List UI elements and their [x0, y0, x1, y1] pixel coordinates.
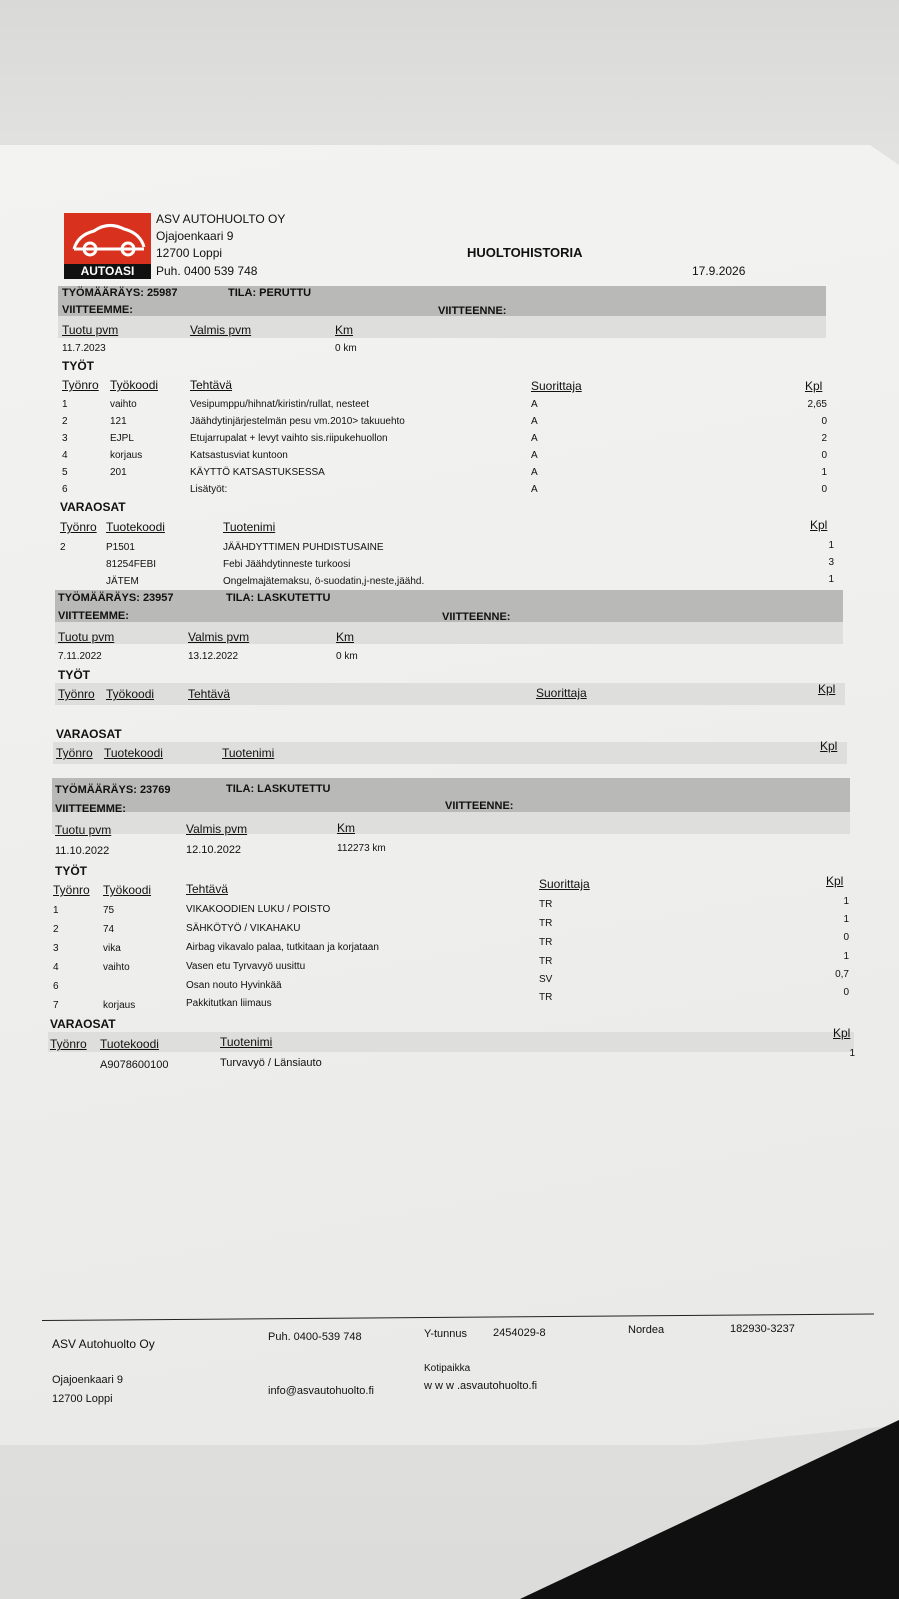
tuotekoodi-header: Tuotekoodi — [100, 1037, 159, 1051]
suorittaja-header: Suorittaja — [531, 379, 582, 393]
tuotenimi-header: Tuotenimi — [223, 520, 276, 534]
order-dates-band — [52, 812, 850, 834]
tyonro-header: Työnro — [56, 746, 93, 760]
footer-phone: Puh. 0400-539 748 — [268, 1331, 362, 1343]
document-date: 17.9.2026 — [692, 264, 746, 278]
work-nro: 2 — [53, 924, 59, 935]
tuotekoodi-header: Tuotekoodi — [106, 520, 165, 534]
km-value: 112273 km — [337, 843, 386, 854]
work-performer: TR — [539, 937, 553, 948]
part-name: Ongelmajätemaksu, ö-suodatin,j-neste,jäähd. — [223, 576, 425, 587]
car-logo-icon — [64, 213, 151, 263]
tehtava-header: Tehtävä — [190, 378, 233, 392]
km-value: 0 km — [336, 651, 358, 662]
order-number: TYÖMÄÄRÄYS: 25987 — [62, 287, 178, 299]
tyot-heading: TYÖT — [55, 864, 87, 878]
work-nro: 6 — [53, 981, 59, 992]
valmis-pvm-value: 13.12.2022 — [188, 651, 239, 662]
work-qty: 2 — [821, 433, 827, 444]
company-street: Ojajoenkaari 9 — [156, 229, 234, 243]
tyokoodi-header: Työkoodi — [103, 883, 152, 897]
part-name: JÄÄHDYTTIMEN PUHDISTUSAINE — [223, 542, 384, 553]
kpl-header: Kpl — [820, 739, 838, 753]
footer-email[interactable]: info@asvautohuolto.fi — [268, 1385, 374, 1397]
header-row-band — [53, 742, 847, 764]
part-nro: 2 — [60, 542, 66, 553]
work-task: SÄHKÖTYÖ / VIKAHAKU — [186, 923, 301, 934]
part-code: JÄTEM — [106, 576, 139, 587]
tuotu-pvm-header: Tuotu pvm — [58, 630, 115, 644]
work-task: Osan nouto Hyvinkää — [186, 980, 282, 991]
viitteenne-label: VIITTEENNE: — [445, 800, 514, 812]
tyonro-header: Työnro — [50, 1037, 87, 1051]
part-qty: 1 — [849, 1048, 855, 1059]
viitteemme-label: VIITTEEMME: — [58, 610, 129, 622]
order-status: TILA: LASKUTETTU — [226, 783, 331, 795]
work-qty: 0 — [821, 484, 827, 495]
document-title: HUOLTOHISTORIA — [467, 245, 583, 260]
work-qty: 1 — [821, 467, 827, 478]
order-dates-band — [58, 316, 826, 338]
work-code: vaihto — [110, 399, 137, 410]
work-task: VIKAKOODIEN LUKU / POISTO — [186, 904, 331, 915]
work-task: Etujarrupalat + levyt vaihto sis.riipukehuollon — [190, 433, 388, 444]
work-nro: 4 — [53, 962, 59, 973]
tyonro-header: Työnro — [60, 520, 97, 534]
part-code: A9078600100 — [100, 1059, 169, 1071]
kpl-header: Kpl — [805, 379, 823, 393]
part-qty: 1 — [828, 574, 834, 585]
tuotu-pvm-value: 11.10.2022 — [55, 845, 110, 857]
part-name: Turvavyö / Länsiauto — [220, 1057, 322, 1069]
kpl-header: Kpl — [826, 874, 844, 888]
header-row-band — [55, 683, 845, 705]
valmis-pvm-header: Valmis pvm — [188, 630, 250, 644]
work-code: korjaus — [103, 1000, 136, 1011]
tyokoodi-header: Työkoodi — [110, 378, 159, 392]
work-performer: A — [531, 433, 538, 444]
tuotu-pvm-value: 11.7.2023 — [62, 343, 106, 354]
work-performer: A — [531, 484, 538, 495]
work-task: Lisätyöt: — [190, 484, 228, 495]
work-performer: A — [531, 416, 538, 427]
work-performer: A — [531, 399, 538, 410]
tyot-heading: TYÖT — [62, 359, 94, 373]
footer-company: ASV Autohuolto Oy — [52, 1337, 155, 1351]
work-code: EJPL — [110, 433, 134, 444]
tuotu-pvm-header: Tuotu pvm — [62, 323, 119, 337]
work-nro: 3 — [53, 943, 59, 954]
work-nro: 3 — [62, 433, 68, 444]
work-code: vika — [103, 943, 121, 954]
work-qty: 0 — [821, 416, 827, 427]
work-qty: 0,7 — [835, 969, 849, 980]
km-header: Km — [336, 630, 354, 644]
work-task: Vesipumppu/hihnat/kiristin/rullat, nesteet — [190, 399, 369, 410]
km-header: Km — [337, 821, 355, 835]
footer-bank: Nordea — [628, 1324, 665, 1336]
footer-website[interactable]: w w w .asvautohuolto.fi — [424, 1380, 538, 1392]
footer-account: 182930-3237 — [730, 1323, 795, 1335]
tuotenimi-header: Tuotenimi — [220, 1035, 273, 1049]
valmis-pvm-header: Valmis pvm — [190, 323, 252, 337]
order-status: TILA: LASKUTETTU — [226, 592, 331, 604]
kpl-header: Kpl — [818, 682, 836, 696]
work-code: 74 — [103, 924, 115, 935]
part-code: P1501 — [106, 542, 135, 553]
tuotu-pvm-value: 7.11.2022 — [58, 651, 102, 662]
work-code: korjaus — [110, 450, 143, 461]
order-number: TYÖMÄÄRÄYS: 23957 — [58, 592, 174, 604]
varaosat-heading: VARAOSAT — [50, 1017, 116, 1031]
tehtava-header: Tehtävä — [186, 882, 229, 896]
work-nro: 6 — [62, 484, 68, 495]
company-name: ASV AUTOHUOLTO OY — [156, 212, 286, 226]
header-row-band — [48, 1032, 854, 1052]
tyot-heading: TYÖT — [58, 668, 90, 682]
viitteenne-label: VIITTEENNE: — [442, 611, 511, 623]
order-dates-band — [55, 622, 843, 644]
work-task: Pakkitutkan liimaus — [186, 998, 272, 1009]
viitteenne-label: VIITTEENNE: — [438, 305, 507, 317]
order-number: TYÖMÄÄRÄYS: 23769 — [55, 784, 171, 796]
work-code: 121 — [110, 416, 127, 427]
tuotenimi-header: Tuotenimi — [222, 746, 275, 760]
tyonro-header: Työnro — [62, 378, 99, 392]
part-qty: 1 — [828, 540, 834, 551]
suorittaja-header: Suorittaja — [539, 877, 590, 891]
work-performer: SV — [539, 974, 553, 985]
part-name: Febi Jäähdytinneste turkoosi — [223, 559, 351, 570]
company-phone: Puh. 0400 539 748 — [156, 264, 258, 278]
varaosat-heading: VARAOSAT — [56, 727, 122, 741]
footer-ytunnus-label: Y-tunnus — [424, 1328, 468, 1340]
footer-kotipaikka: Kotipaikka — [424, 1363, 471, 1374]
valmis-pvm-header: Valmis pvm — [186, 822, 248, 836]
footer-ytunnus: 2454029-8 — [493, 1327, 546, 1339]
km-header: Km — [335, 323, 353, 337]
tuotu-pvm-header: Tuotu pvm — [55, 823, 112, 837]
part-code: 81254FEBI — [106, 559, 157, 570]
logo-text: AUTOASI — [64, 264, 151, 279]
work-performer: A — [531, 467, 538, 478]
work-performer: A — [531, 450, 538, 461]
work-qty: 0 — [843, 987, 849, 998]
work-qty: 2,65 — [807, 399, 827, 410]
km-value: 0 km — [335, 343, 357, 354]
work-performer: TR — [539, 899, 553, 910]
work-nro: 1 — [53, 905, 59, 916]
varaosat-heading: VARAOSAT — [60, 500, 126, 514]
work-nro: 5 — [62, 467, 68, 478]
work-task: Vasen etu Tyrvavyö uusittu — [186, 961, 306, 972]
work-nro: 7 — [53, 1000, 59, 1011]
work-nro: 4 — [62, 450, 68, 461]
work-qty: 0 — [821, 450, 827, 461]
work-task: Airbag vikavalo palaa, tutkitaan ja korjataan — [186, 942, 379, 953]
tyonro-header: Työnro — [58, 687, 95, 701]
order-status: TILA: PERUTTU — [228, 287, 312, 299]
footer-street: Ojajoenkaari 9 — [52, 1374, 123, 1386]
company-city: 12700 Loppi — [156, 246, 223, 260]
tehtava-header: Tehtävä — [188, 687, 231, 701]
work-nro: 2 — [62, 416, 68, 427]
work-qty: 1 — [843, 896, 849, 907]
work-performer: TR — [539, 918, 553, 929]
work-code: vaihto — [103, 962, 130, 973]
kpl-header: Kpl — [833, 1026, 851, 1040]
kpl-header: Kpl — [810, 518, 828, 532]
tyonro-header: Työnro — [53, 883, 90, 897]
tyokoodi-header: Työkoodi — [106, 687, 155, 701]
valmis-pvm-value: 12.10.2022 — [186, 844, 242, 856]
work-task: KÄYTTÖ KATSASTUKSESSA — [190, 467, 325, 478]
viitteemme-label: VIITTEEMME: — [62, 304, 133, 316]
work-task: Katsastusviat kuntoon — [190, 450, 288, 461]
part-qty: 3 — [828, 557, 834, 568]
work-task: Jäähdytinjärjestelmän pesu vm.2010> takuuehto — [190, 416, 405, 427]
work-qty: 1 — [843, 951, 849, 962]
viitteemme-label: VIITTEEMME: — [55, 803, 126, 815]
suorittaja-header: Suorittaja — [536, 686, 587, 700]
work-qty: 0 — [843, 932, 849, 943]
footer-city: 12700 Loppi — [52, 1393, 113, 1405]
tuotekoodi-header: Tuotekoodi — [104, 746, 163, 760]
work-performer: TR — [539, 992, 553, 1003]
work-code: 75 — [103, 905, 115, 916]
work-qty: 1 — [843, 914, 849, 925]
work-performer: TR — [539, 956, 553, 967]
work-code: 201 — [110, 467, 127, 478]
work-nro: 1 — [62, 399, 68, 410]
